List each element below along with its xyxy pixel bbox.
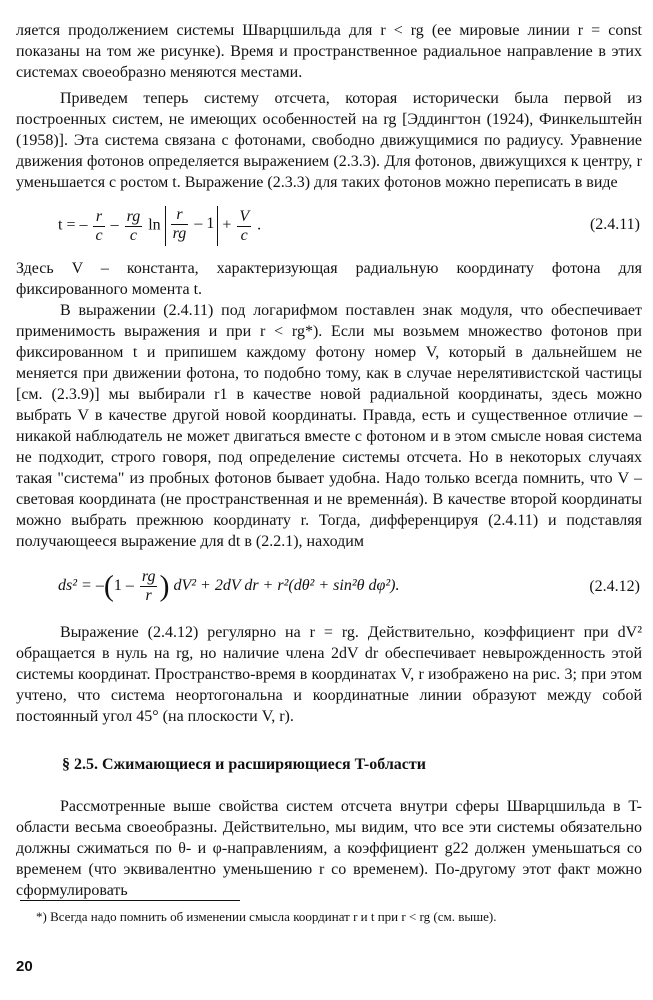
- paragraph-4: В выражении (2.4.11) под логарифмом поставлен знак модуля, что обеспечивает применимость выражения и при r < rg*). Если мы возьмем множество фотонов при фиксированном t и припишем каждому фотону номер V, который в дальнейшем не меняется при движении фотона, то подобно тому, как в случае нерелятивистской частицы [см. (2.3.9)] мы выбирали r1 в качестве новой радиальной координаты, здесь можно выбрать V в качестве другой новой координаты. Правда, есть и существенное отличие – никакой наблюдатель не может двигаться вместе с фотоном и в этом смысле новая система не подходит, строго говоря, под определение системы отсчета. Но в некоторых случаях такая "система" из пробных фотонов бывает удобна. Надо только всегда помнить, что V – световая координата (не пространственная и не временнáя). В качестве второй координаты можно выбрать прежнюю координату r. Тогда, дифференцируя (2.4.11) и подставляя получающееся выражение для dt в (2.2.1), находим: [16, 302, 642, 550]
- eq1-t3-den: c: [240, 226, 248, 244]
- eq1-t1-den: c: [95, 226, 103, 244]
- paragraph-6: Рассмотренные выше свойства систем отсчета внутри сферы Шварцшильда в T-области весьма своеобразны. Действительно, мы видим, что все эти системы обязательно должны сжиматься по θ- и φ-направлениям, а коэффициент g22 должен уменьшаться со временем (что эквивалентно уменьшению r со временем). По-другому этот факт можно сформулировать: [16, 798, 642, 899]
- paragraph-3: Здесь V – константа, характеризующая радиальную координату фотона для фиксированного момента t.: [16, 260, 642, 298]
- eq1-abs-den: rg: [172, 225, 187, 242]
- eq1-lhs: t =: [58, 216, 76, 234]
- section-heading-text: § 2.5. Сжимающиеся и расширяющиеся T-области: [62, 756, 426, 773]
- eq1-t3-num: V: [239, 207, 250, 225]
- eq2-frac-den: r: [145, 587, 152, 604]
- paragraph-2: Приведем теперь систему отсчета, которая исторически была первой из построенных систем, не имеющих особенностей на rg [Эддингтон (1924), Финкельштейн (1958)]. Эта система связана с фотонами, свободно движущимися по радиусу. Уравнение движения фотонов определяется выражением (2.3.3). Для фотонов, движущихся к центру, r уменьшается с ростом t. Выражение (2.3.3) для таких фотонов можно переписать в виде: [16, 90, 642, 191]
- eq2-frac-num: rg: [141, 568, 156, 585]
- eq1-t2-den: c: [129, 226, 137, 244]
- eq2-rest: dV² + 2dV dr + r²(dθ² + sin²θ dφ²).: [173, 577, 400, 595]
- eq1-ln: ln: [148, 216, 161, 234]
- eq1-t1-num: r: [93, 208, 104, 227]
- footnote-divider: [20, 900, 240, 901]
- eq1-number: (2.4.11): [589, 216, 640, 233]
- eq1-t2-num: rg: [126, 207, 141, 225]
- eq1-abs-num: r: [171, 206, 189, 225]
- equation-2-4-11: t = – $\frac{r}{c}$ – $\frac{rg}{c}$ ln $\frac{r}{rg}$ – 1 + $\frac{V}{c}$ . (2.4.11): [58, 206, 640, 246]
- eq1-abs: [165, 206, 219, 246]
- page-number: 20: [16, 958, 33, 975]
- equation-2-4-12: ds² = –(1 – $\frac{rg}{r}$ ) dV² + 2dV dr + r²(dθ² + sin²θ dφ²). (2.4.12): [58, 568, 640, 604]
- paragraph-5: Выражение (2.4.12) регулярно на r = rg. Действительно, коэффициент при dV² обращается в нуль на rg, но наличие члена 2dV dr обеспечивает невырожденность этой системы координат. Пространство-время в координатах V, r изображено на рис. 3; при этом учтено, что система неортогональна и координатные линии образуют между собой постоянный угол 45° (на плоскости V, r).: [16, 624, 642, 725]
- eq2-paren-lead: 1 –: [113, 577, 134, 595]
- eq1-abs-tail: – 1: [194, 215, 215, 233]
- eq2-lhs: ds² = –: [58, 577, 104, 595]
- section-heading: [62, 756, 426, 774]
- paragraph-1: ляется продолжением системы Шварцшильда для r < rg (ее мировые линии r = const показаны на том же рисунке). Время и пространственное радиальное направление в этих системах своеобразно меняются местами.: [16, 22, 642, 81]
- eq2-number: (2.4.12): [589, 578, 640, 595]
- footnote: *) Всегда надо помнить об изменении смысла координат r и t при r < rg (см. выше).: [36, 909, 497, 924]
